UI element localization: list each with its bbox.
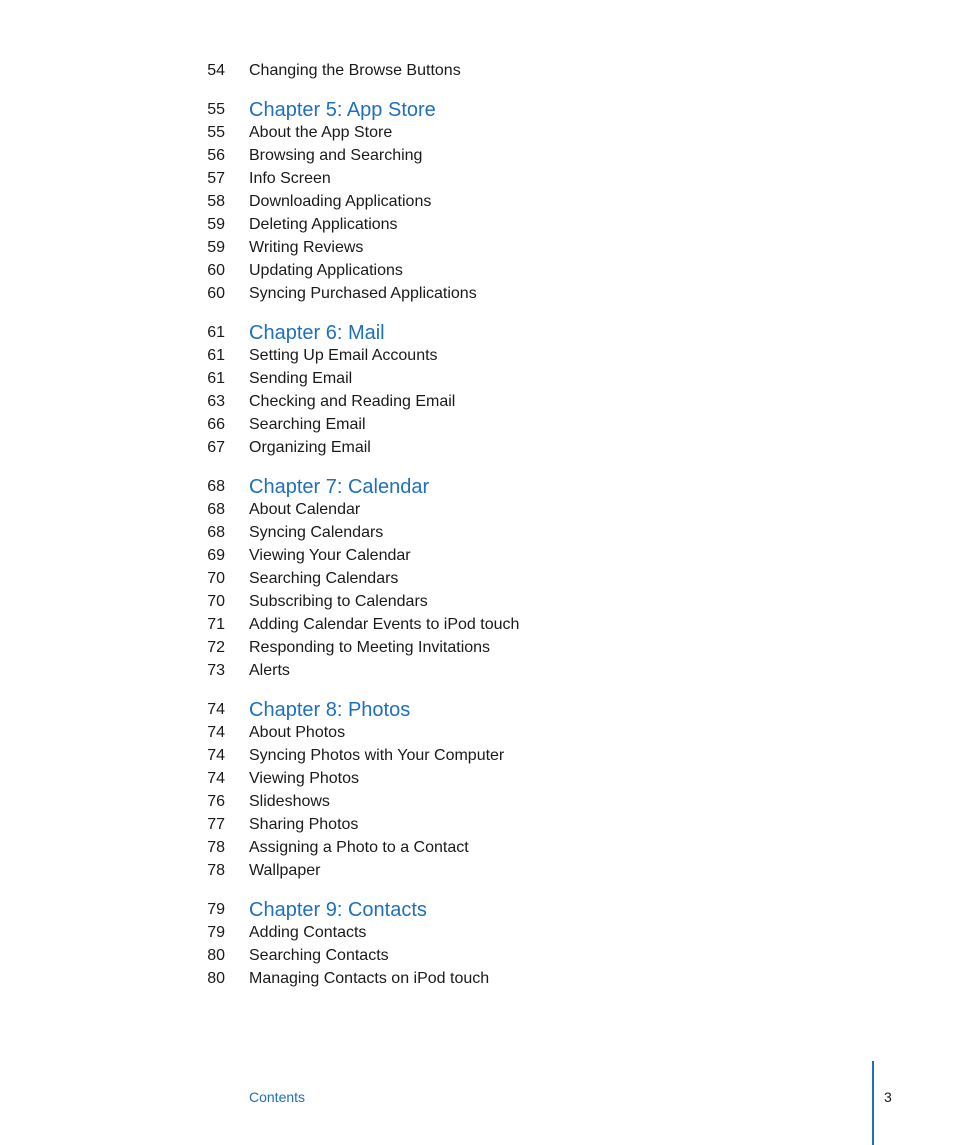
toc-entry[interactable]: [0, 967, 954, 990]
toc-page-number: 76: [207, 793, 225, 810]
toc-page-number: 78: [207, 862, 225, 879]
toc-entry[interactable]: [0, 544, 954, 567]
toc-page-number: 73: [207, 662, 225, 679]
toc-page-number: 69: [207, 547, 225, 564]
toc-entry-title[interactable]: Checking and Reading Email: [249, 393, 456, 410]
toc-entry[interactable]: [0, 813, 954, 836]
toc-entry[interactable]: [0, 613, 954, 636]
toc-page-number: 74: [207, 770, 225, 787]
toc-entry-title[interactable]: Searching Contacts: [249, 947, 389, 964]
toc-entry[interactable]: [0, 259, 954, 282]
toc-page-number: 72: [207, 639, 225, 656]
chapter-heading[interactable]: [0, 474, 954, 500]
toc-entry[interactable]: [0, 836, 954, 859]
toc-entry[interactable]: [0, 721, 954, 744]
toc-entry-title[interactable]: Assigning a Photo to a Contact: [249, 839, 469, 856]
toc-entry-title[interactable]: Sharing Photos: [249, 816, 359, 833]
chapter-page-number: 79: [207, 901, 225, 918]
toc-entry[interactable]: [0, 498, 954, 521]
toc-entry[interactable]: [0, 213, 954, 236]
toc-entry[interactable]: [0, 282, 954, 305]
toc-entry-title[interactable]: Deleting Applications: [249, 216, 398, 233]
toc-page-number: 70: [207, 593, 225, 610]
toc-entry[interactable]: [0, 144, 954, 167]
toc-entry-title[interactable]: Updating Applications: [249, 262, 403, 279]
toc-entry[interactable]: [0, 659, 954, 682]
toc-page-number: 78: [207, 839, 225, 856]
toc-entry[interactable]: [0, 921, 954, 944]
toc-page-number: 79: [207, 924, 225, 941]
toc-entry-title[interactable]: Changing the Browse Buttons: [249, 62, 461, 79]
toc-entry[interactable]: [0, 859, 954, 882]
toc-entry[interactable]: [0, 590, 954, 613]
toc-entry-title[interactable]: Managing Contacts on iPod touch: [249, 970, 490, 987]
toc-page-number: 74: [207, 724, 225, 741]
toc-page-number: 54: [207, 62, 225, 79]
toc-entry-title[interactable]: Syncing Photos with Your Computer: [249, 747, 505, 764]
toc-page-number: 59: [207, 216, 225, 233]
chapter-title-link[interactable]: Chapter 8: Photos: [249, 699, 411, 721]
toc-entry-title[interactable]: About the App Store: [249, 124, 393, 141]
toc-entry[interactable]: [0, 367, 954, 390]
toc-entry-title[interactable]: Viewing Photos: [249, 770, 359, 787]
chapter-title-link[interactable]: Chapter 6: Mail: [249, 322, 385, 344]
toc-entry[interactable]: [0, 944, 954, 967]
toc-page-number: 67: [207, 439, 225, 456]
toc-entry[interactable]: [0, 744, 954, 767]
toc-entry[interactable]: [0, 413, 954, 436]
toc-entry-title[interactable]: Writing Reviews: [249, 239, 364, 256]
toc-page-number: 60: [207, 262, 225, 279]
toc-entry-title[interactable]: Adding Contacts: [249, 924, 367, 941]
toc-page-number: 61: [207, 347, 225, 364]
toc-entry[interactable]: [0, 390, 954, 413]
toc-entry[interactable]: [0, 636, 954, 659]
toc-entry[interactable]: [0, 344, 954, 367]
toc-page-number: 77: [207, 816, 225, 833]
toc-page-number: 80: [207, 970, 225, 987]
toc-entry-title[interactable]: Searching Email: [249, 416, 366, 433]
toc-entry[interactable]: [0, 236, 954, 259]
chapter-heading[interactable]: [0, 320, 954, 346]
toc-entry[interactable]: [0, 190, 954, 213]
toc-entry[interactable]: [0, 767, 954, 790]
toc-entry-title[interactable]: Setting Up Email Accounts: [249, 347, 438, 364]
chapter-title-link[interactable]: Chapter 5: App Store: [249, 99, 436, 121]
toc-entry-title[interactable]: Alerts: [249, 662, 290, 679]
toc-entry-title[interactable]: Searching Calendars: [249, 570, 399, 587]
toc-entry[interactable]: [0, 790, 954, 813]
chapter-title-link[interactable]: Chapter 7: Calendar: [249, 476, 430, 498]
toc-page-number: 55: [207, 124, 225, 141]
toc-page-number: 74: [207, 747, 225, 764]
toc-entry-title[interactable]: About Photos: [249, 724, 346, 741]
toc-page-number: 70: [207, 570, 225, 587]
toc-page-number: 66: [207, 416, 225, 433]
chapter-heading[interactable]: [0, 697, 954, 723]
toc-entry[interactable]: [0, 59, 954, 82]
chapter-page-number: 68: [207, 478, 225, 495]
toc-entry-title[interactable]: Syncing Purchased Applications: [249, 285, 477, 302]
toc-entry[interactable]: [0, 121, 954, 144]
footer-divider: [872, 1061, 874, 1145]
toc-entry-title[interactable]: Info Screen: [249, 170, 331, 187]
chapter-heading[interactable]: [0, 897, 954, 923]
toc-page-number: 68: [207, 501, 225, 518]
toc-entry[interactable]: [0, 167, 954, 190]
toc-entry[interactable]: [0, 567, 954, 590]
toc-entry[interactable]: [0, 436, 954, 459]
toc-entry-title[interactable]: Slideshows: [249, 793, 330, 810]
toc-page-number: 59: [207, 239, 225, 256]
chapter-heading[interactable]: [0, 97, 954, 123]
toc-entry[interactable]: [0, 521, 954, 544]
toc-entry-title[interactable]: Subscribing to Calendars: [249, 593, 428, 610]
toc-entry-title[interactable]: Organizing Email: [249, 439, 371, 456]
toc-page-number: 71: [207, 616, 225, 633]
toc-entry-title[interactable]: Downloading Applications: [249, 193, 432, 210]
toc-entry-title[interactable]: Adding Calendar Events to iPod touch: [249, 616, 520, 633]
toc-entry-title[interactable]: Sending Email: [249, 370, 353, 387]
toc-entry-title[interactable]: Syncing Calendars: [249, 524, 384, 541]
chapter-page-number: 55: [207, 101, 225, 118]
toc-page-number: 61: [207, 370, 225, 387]
toc-page-number: 56: [207, 147, 225, 164]
toc-entry-title[interactable]: Wallpaper: [249, 862, 321, 879]
toc-page-number: 80: [207, 947, 225, 964]
toc-page-number: 60: [207, 285, 225, 302]
toc-entry-title[interactable]: Responding to Meeting Invitations: [249, 639, 491, 656]
chapter-page-number: 61: [207, 324, 225, 341]
toc-entry-title[interactable]: About Calendar: [249, 501, 361, 518]
chapter-title-link[interactable]: Chapter 9: Contacts: [249, 899, 427, 921]
chapter-page-number: 74: [207, 701, 225, 718]
toc-page-number: 57: [207, 170, 225, 187]
toc-entry-title[interactable]: Browsing and Searching: [249, 147, 423, 164]
toc-page-number: 63: [207, 393, 225, 410]
page-number: 3: [884, 1089, 892, 1105]
toc-entry-title[interactable]: Viewing Your Calendar: [249, 547, 411, 564]
footer-section-label: Contents: [249, 1089, 306, 1105]
toc-page-number: 58: [207, 193, 225, 210]
toc-page-number: 68: [207, 524, 225, 541]
